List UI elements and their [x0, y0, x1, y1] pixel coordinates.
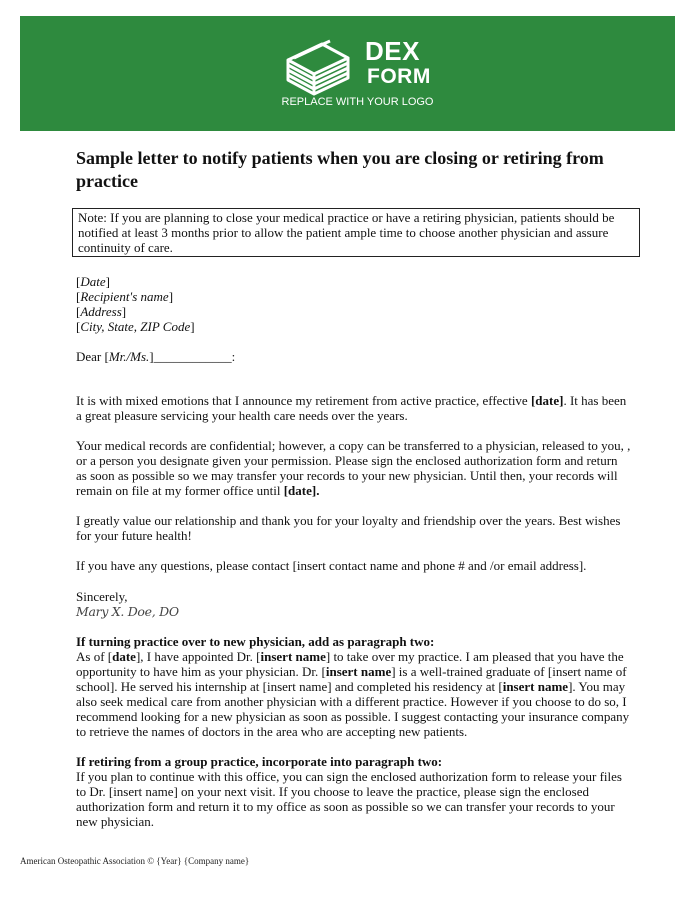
- section-heading-group-practice: If retiring from a group practice, incorporate into paragraph two:: [76, 754, 443, 769]
- footer-copyright: American Osteopathic Association © {Year} {Company name}: [20, 856, 250, 866]
- signature: Mary X. Doe, DO: [76, 604, 179, 619]
- city-placeholder: [City, State, ZIP Code]: [76, 319, 195, 334]
- closing: Sincerely,: [76, 589, 128, 604]
- logo-tagline: REPLACE WITH YOUR LOGO: [281, 96, 434, 108]
- logo-text-form: FORM: [367, 65, 431, 88]
- document-stack-icon: [282, 34, 354, 96]
- salutation: Dear [Mr./Ms.]____________:: [76, 349, 236, 364]
- document-title: Sample letter to notify patients when you are closing or retiring from practice: [76, 148, 604, 191]
- paragraph-contact: If you have any questions, please contact [insert contact name and phone # and /or email address].: [76, 558, 587, 573]
- logo-text-dex: DEX: [365, 36, 420, 66]
- address-block: [76, 274, 631, 334]
- logo-banner: [20, 16, 675, 131]
- recipient-placeholder: [Recipient's name]: [76, 289, 174, 304]
- note-box: Note: If you are planning to close your medical practice or have a retiring physician, patients should be notified at least 3 months prior to allow the patient ample time to choose another physician and assure continuity of care.: [72, 208, 640, 257]
- section-heading-new-physician: If turning practice over to new physician, add as paragraph two:: [76, 634, 435, 649]
- letter-body: [76, 147, 631, 829]
- paragraph-records: Your medical records are confidential; however, a copy can be transferred to a physician, released to you, , or a person you designate given your permission. Please sign the enclosed authorization form and return as soon as possible so we may transfer your records to your new physician. Until then, your records will remain on file at my former office until [date].: [76, 438, 631, 498]
- address-placeholder: [Address]: [76, 304, 127, 319]
- paragraph-new-physician: As of [date], I have appointed Dr. [insert name] to take over my practice. I am pleased that you have the opportunity to have him as your physician. Dr. [insert name] is a well-trained graduate of [insert name of school]. He served his internship at [insert name] and completed his residency at [insert name]. You may also seek medical care from another physician with a different practice. However if you choose to do so, I recommend looking for a new physician as soon as possible. I suggest contacting your insurance company to retrieve the names of doctors in the area who are accepting new patients.: [76, 649, 630, 739]
- paragraph-group-practice: If you plan to continue with this office, you can sign the enclosed authorization form to release your files to Dr. [insert name] on your next visit. If you choose to leave the practice, please sign the enclosed authorization form and return it to my office as soon as possible so we can transfer your records to your new physician.: [76, 769, 622, 829]
- date-placeholder: [Date]: [76, 274, 110, 289]
- paragraph-thanks: I greatly value our relationship and thank you for your loyalty and friendship over the years. Best wishes for your future health!: [76, 513, 621, 543]
- paragraph-retirement: It is with mixed emotions that I announce my retirement from active practice, effective [date]. It has been a great pleasure servicing your health care needs over the years.: [76, 393, 627, 423]
